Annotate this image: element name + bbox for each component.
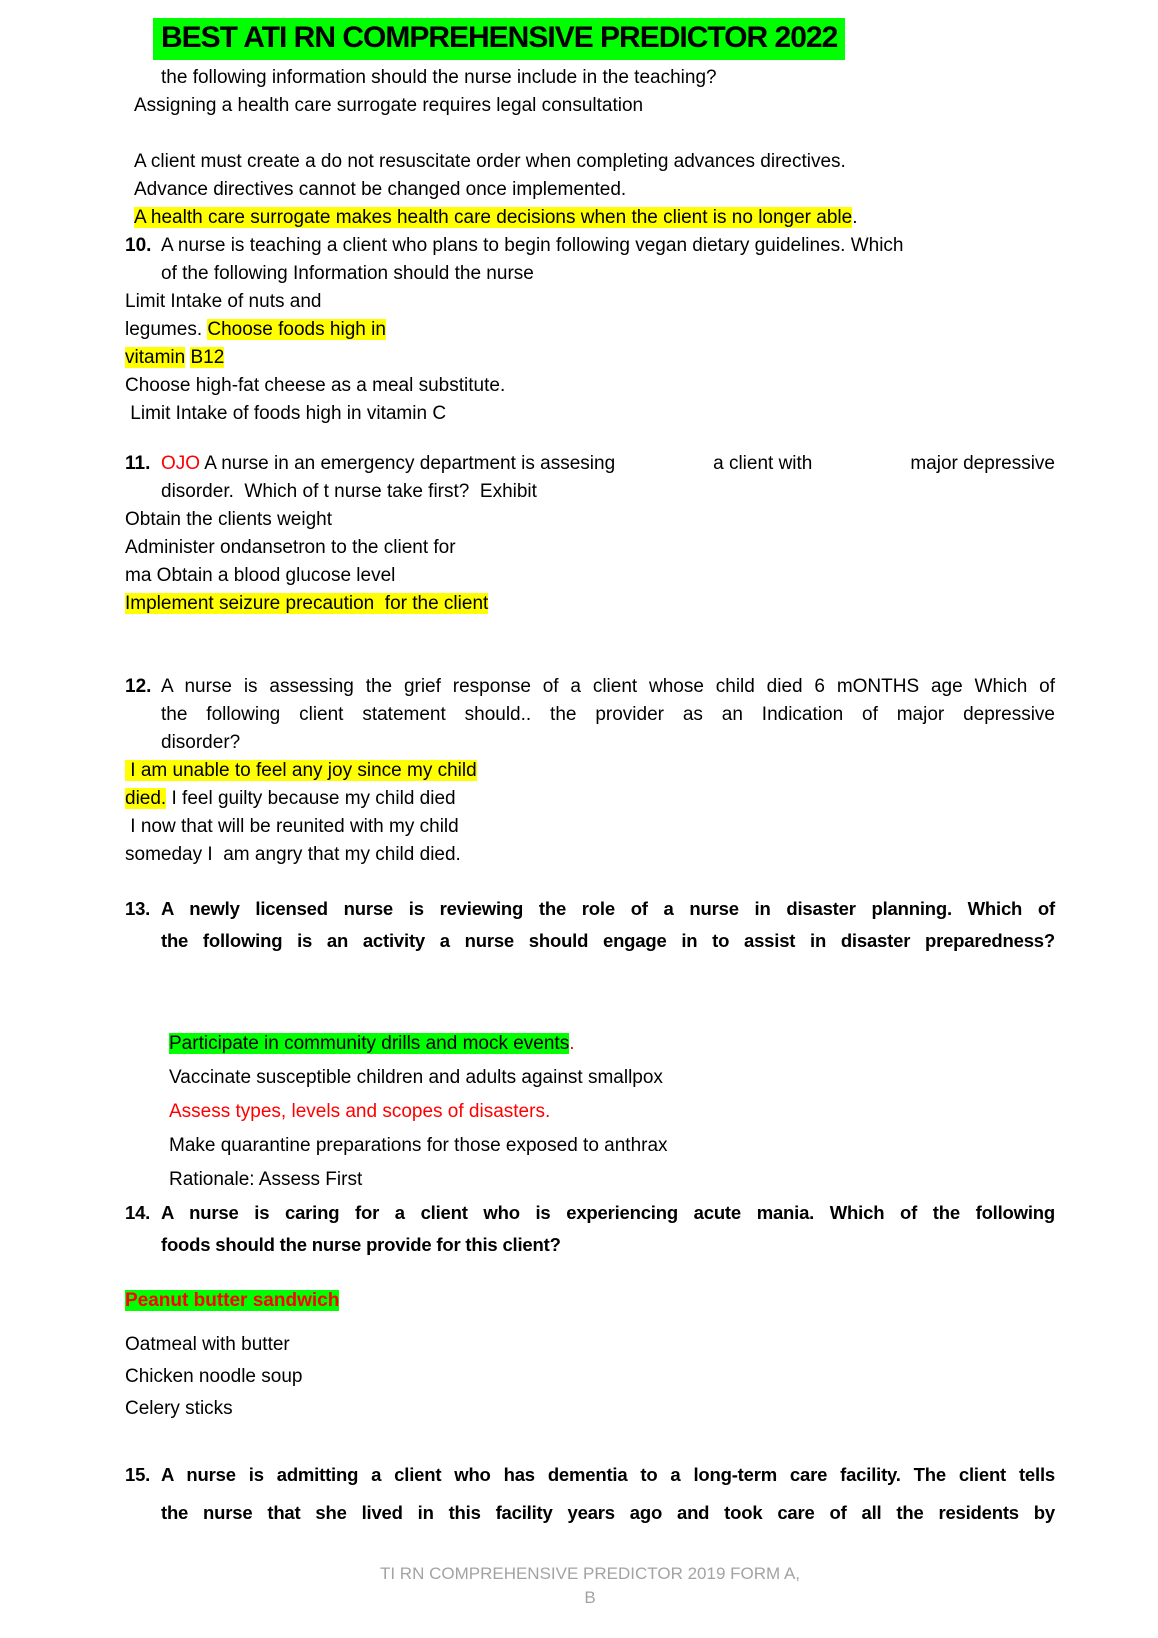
question-line: A nurse is teaching a client who plans to begin following vegan dietary guidelines. Which <box>161 235 904 256</box>
intro-option-4 <box>125 204 1055 232</box>
highlighted-answer: Implement seizure precaution for the client <box>125 593 489 614</box>
question-line: the following is an activity a nurse should engage in to assist in disaster preparedness? <box>161 930 1055 951</box>
question-line: A newly licensed nurse is reviewing the role of a nurse in disaster planning. Which of <box>161 898 1055 919</box>
question-10-options <box>125 288 1055 428</box>
question-10 <box>125 232 1055 428</box>
highlighted-answer: B12 <box>190 347 225 368</box>
option-line: Limit Intake of foods high in vitamin C <box>125 403 447 424</box>
question-13-options <box>125 1027 1055 1197</box>
footer-line-2: B <box>584 1588 596 1607</box>
ojo-marker: OJO <box>161 453 201 474</box>
option-line <box>125 590 1055 618</box>
question-segment: major depressive <box>910 453 1055 474</box>
question-line: A nurse is assessing the grief response of a client whose child died 6 mONTHS age Which of <box>161 676 1055 697</box>
page-title: BEST ATI RN COMPREHENSIVE PREDICTOR 2022 <box>161 21 838 54</box>
question-12-text <box>125 673 1055 757</box>
question-15 <box>125 1456 1055 1532</box>
option-line: Make quarantine preparations for those exposed to anthrax <box>169 1135 668 1156</box>
question-line: foods should the nurse provide for this client? <box>161 1234 561 1255</box>
question-line: A nurse is admitting a client who has dementia to a long-term care facility. The client tells <box>161 1464 1055 1485</box>
question-14-number: 14. <box>125 1202 151 1223</box>
intro-option-2: A client must create a do not resuscitate order when completing advances directives. <box>134 151 846 172</box>
question-line: the following client statement should.. the provider as an Indication of major depressive <box>161 704 1055 725</box>
question-11 <box>125 450 1055 618</box>
option-text: I feel guilty because my child died <box>166 788 456 809</box>
question-line: of the following Information should the nurse <box>161 263 534 284</box>
question-line: disorder? <box>161 732 241 753</box>
highlighted-answer: I am unable to feel any joy since my child <box>125 760 477 781</box>
highlighted-answer: Choose foods high in <box>207 319 386 340</box>
highlighted-answer: vitamin <box>125 347 186 368</box>
question-14-options <box>125 1285 1055 1425</box>
question-line: A nurse is caring for a client who is experiencing acute mania. Which of the following <box>161 1202 1055 1223</box>
question-14 <box>125 1197 1055 1425</box>
question-line <box>161 450 1055 478</box>
question-segment <box>161 450 615 478</box>
option-line <box>125 757 1055 785</box>
option-line-red: Assess types, levels and scopes of disasters. <box>169 1101 551 1122</box>
option-line: someday I am angry that my child died. <box>125 844 461 865</box>
highlighted-answer: Peanut butter sandwich <box>125 1290 340 1311</box>
page-footer <box>125 1562 1055 1610</box>
option-line <box>125 785 1055 813</box>
highlighted-answer: A health care surrogate makes health care decisions when the client is no longer able <box>134 207 853 228</box>
option-line: Administer ondansetron to the client for <box>125 537 456 558</box>
option-line: Limit Intake of nuts and <box>125 291 322 312</box>
question-11-options <box>125 506 1055 618</box>
question-text: A nurse in an emergency department is assesing <box>200 453 616 474</box>
question-13-number: 13. <box>125 898 151 919</box>
intro-question-line: the following information should the nurse include in the teaching? <box>161 67 717 88</box>
question-13 <box>125 893 1055 1197</box>
option-line: Celery sticks <box>125 1398 233 1419</box>
question-13-text <box>125 893 1055 957</box>
question-12-number: 12. <box>125 676 152 697</box>
question-segment: a client with <box>713 453 813 474</box>
option-line <box>169 1027 1055 1061</box>
option-line: ma Obtain a blood glucose level <box>125 565 396 586</box>
question-11-text <box>125 450 1055 506</box>
document-content <box>125 0 1055 1610</box>
footer-line-1: TI RN COMPREHENSIVE PREDICTOR 2019 FORM A, <box>379 1564 801 1583</box>
option-line: Chicken noodle soup <box>125 1366 303 1387</box>
option-line: Choose high-fat cheese as a meal substitute. <box>125 375 506 396</box>
page-title-highlight <box>153 18 845 60</box>
rationale-line: Rationale: Assess First <box>169 1169 363 1190</box>
option-line: Obtain the clients weight <box>125 509 333 530</box>
option-line: Oatmeal with butter <box>125 1334 290 1355</box>
intro-option-1: Assigning a health care surrogate requires legal consultation <box>134 95 644 116</box>
red-period: . <box>569 1033 575 1054</box>
question-14-text <box>125 1197 1055 1261</box>
intro-option-3: Advance directives cannot be changed once implemented. <box>134 179 627 200</box>
question-15-number: 15. <box>125 1464 151 1485</box>
question-line: the nurse that she lived in this facility years ago and took care of all the residents by <box>161 1502 1055 1523</box>
highlighted-answer: died. <box>125 788 167 809</box>
option-line: I now that will be reunited with my child <box>125 816 459 837</box>
option-text: legumes. <box>125 319 208 340</box>
question-12-options <box>125 757 1055 869</box>
question-11-number: 11. <box>125 453 151 474</box>
question-10-number: 10. <box>125 235 152 256</box>
question-15-text <box>125 1456 1055 1532</box>
question-10-text <box>125 232 1055 288</box>
option-line <box>125 1285 1055 1317</box>
question-12 <box>125 673 1055 869</box>
highlighted-answer: Participate in community drills and mock events <box>169 1033 570 1054</box>
option-line <box>125 344 1055 372</box>
question-line: disorder. Which of t nurse take first? Exhibit <box>161 481 537 502</box>
option-line: Vaccinate susceptible children and adults against smallpox <box>169 1067 663 1088</box>
option-line <box>125 316 1055 344</box>
period: . <box>852 207 858 228</box>
